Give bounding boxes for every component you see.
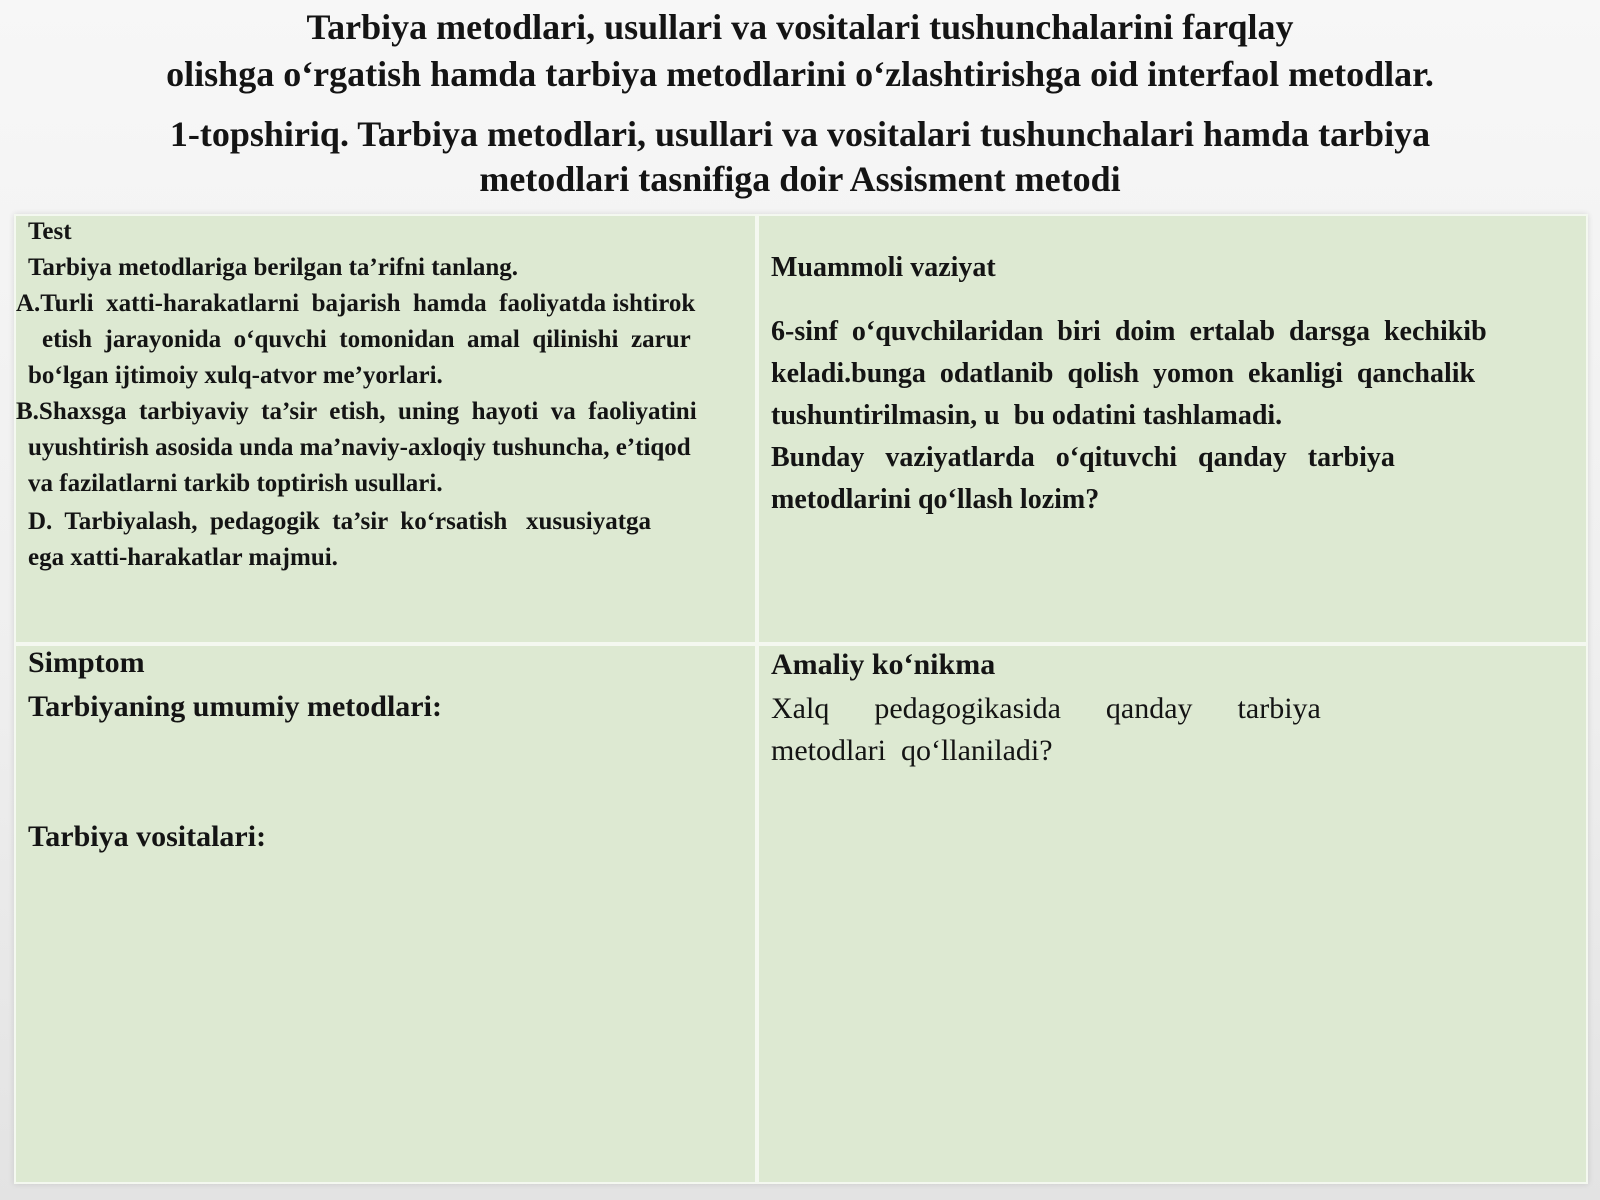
slide-title-line-1: Tarbiya metodlari, usullari va vositalari tushunchalarini farqlay <box>306 7 1294 47</box>
symptom-heading: Simptom <box>28 646 145 679</box>
test-question: Tarbiya metodlariga berilgan ta’rifni tanlang. <box>28 254 519 281</box>
test-option-d-line-1: D. Tarbiyalash, pedagogik ta’sir ko‘rsatish xususiyatga <box>28 508 652 535</box>
skill-line-2: metodlari qo‘llaniladi? <box>771 734 1053 767</box>
test-option-b-line-1: B.Shaxsga tarbiyaviy ta’sir etish, uning hayoti va faoliyatini <box>16 398 697 425</box>
problem-line-5: metodlarini qo‘llash lozim? <box>771 484 1100 515</box>
test-option-d-line-2: ega xatti-harakatlar majmui. <box>28 544 338 571</box>
symptom-cell <box>14 644 757 1184</box>
test-option-a-line-1: A.Turli xatti-harakatlarni bajarish hamda faoliyatda ishtirok <box>16 290 696 317</box>
general-methods-label: Tarbiyaning umumiy metodlari: <box>28 690 442 723</box>
skill-heading: Amaliy ko‘nikma <box>771 648 996 681</box>
slide-title <box>0 4 1600 98</box>
test-option-b-line-2: uyushtirish asosida unda ma’naviy-axloqiy tushuncha, e’tiqod <box>28 434 691 461</box>
test-cell <box>14 214 757 644</box>
task-title-line-2: metodlari tasnifiga doir Assisment metodi <box>479 159 1121 199</box>
test-heading: Test <box>28 218 72 245</box>
slide-title-line-2: olishga o‘rgatish hamda tarbiya metodlarini o‘zlashtirishga oid interfaol metodlar. <box>166 54 1434 94</box>
skill-cell <box>757 644 1588 1184</box>
problem-heading: Muammoli vaziyat <box>771 252 996 283</box>
assessment-table <box>14 214 1588 1184</box>
test-option-a-line-2: etish jarayonida o‘quvchi tomonidan amal qilinishi zarur <box>42 326 691 353</box>
test-option-b-line-3: va fazilatlarni tarkib toptirish usullari. <box>28 470 443 497</box>
problem-line-3: tushuntirilmasin, u bu odatini tashlamadi. <box>771 400 1283 431</box>
task-title-line-1: 1-topshiriq. Tarbiya metodlari, usullari va vositalari tushunchalari hamda tarbiya <box>169 114 1431 154</box>
means-label: Tarbiya vositalari: <box>28 820 267 853</box>
task-title <box>0 112 1600 202</box>
problem-cell <box>757 214 1588 644</box>
problem-line-4: Bunday vaziyatlarda o‘qituvchi qanday tarbiya <box>771 442 1395 473</box>
skill-line-1: Xalq pedagogikasida qanday tarbiya <box>771 692 1321 725</box>
problem-line-1: 6-sinf o‘quvchilaridan biri doim ertalab darsga kechikib <box>771 316 1487 347</box>
problem-line-2: keladi.bunga odatlanib qolish yomon ekanligi qanchalik <box>771 358 1476 389</box>
test-option-a-line-3: bo‘lgan ijtimoiy xulq-atvor me’yorlari. <box>28 362 443 389</box>
